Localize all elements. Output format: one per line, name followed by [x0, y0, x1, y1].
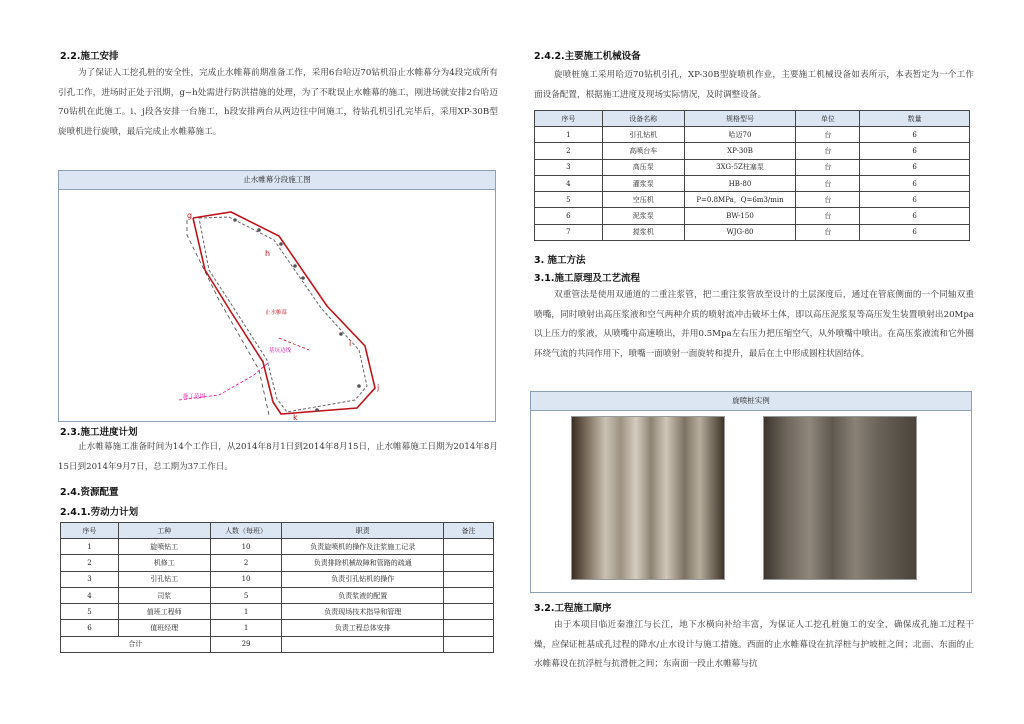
col-header: 设备名称	[602, 111, 684, 127]
table-row	[61, 604, 494, 620]
cell: WJG-80	[684, 224, 796, 240]
section-title-2-4: 2.4.资源配置	[60, 487, 119, 498]
cell: 2	[61, 555, 119, 571]
table-row	[61, 571, 494, 587]
cell: 空压机	[602, 192, 684, 208]
cell: 泥浆泵	[602, 208, 684, 224]
col-header: 职责	[282, 523, 444, 539]
cell	[444, 636, 494, 652]
cell: HB-80	[684, 175, 796, 191]
table-row	[535, 175, 970, 191]
cell: 1	[210, 604, 282, 620]
cell: 哈迈70	[684, 127, 796, 143]
cell: 3XG-5Z柱塞泵	[684, 159, 796, 175]
cell: 负责引孔钻机的操作	[282, 571, 444, 587]
section-text-2-4-2: 旋喷桩施工采用哈迈70钻机引孔，XP-30B型旋喷机作业，主要施工机械设备如表所示，本表暂定为一个工作面设备配置，根据施工进度及现场实际情况，及时调整设备。	[534, 70, 974, 100]
label-pit-edge: 基坑边线	[269, 348, 292, 354]
cell: 司浆	[118, 587, 210, 603]
label-j: j	[377, 383, 380, 392]
table-row	[61, 587, 494, 603]
cell: 3	[535, 159, 603, 175]
figure-caption: 止水帷幕分段施工图	[59, 171, 495, 190]
cell: 2	[535, 143, 603, 159]
cell: 台	[796, 159, 860, 175]
cell: 台	[796, 175, 860, 191]
table-row	[61, 539, 494, 555]
cell: 灌浆泵	[602, 175, 684, 191]
figure-caption: 旋喷桩实例	[531, 392, 971, 411]
total-value: 29	[210, 636, 282, 652]
cell: 6	[61, 620, 119, 636]
col-header: 序号	[535, 111, 603, 127]
cell: 3	[61, 571, 119, 587]
cell: 6	[860, 127, 970, 143]
total-label: 合计	[61, 636, 211, 652]
cell: 值班工程师	[118, 604, 210, 620]
label-curtain: 止水帷幕	[265, 310, 288, 316]
cell: 台	[796, 143, 860, 159]
figure-curtain-layout	[58, 170, 496, 422]
table-total-row	[61, 636, 494, 652]
section-title-3-1: 3.1.施工原理及工艺流程	[534, 273, 640, 284]
cell: 6	[535, 208, 603, 224]
cell: 旋喷钻工	[118, 539, 210, 555]
cell: 台	[796, 208, 860, 224]
section-title-2-3: 2.3.施工进度计划	[60, 427, 138, 438]
col-header: 备注	[444, 523, 494, 539]
cell: 台	[796, 224, 860, 240]
label-g: g	[187, 211, 193, 220]
label-i: i	[349, 339, 352, 348]
cell: 4	[535, 175, 603, 191]
cell: 10	[210, 539, 282, 555]
cell: 6	[860, 224, 970, 240]
site-plan-drawing	[59, 190, 495, 421]
cell: 5	[210, 587, 282, 603]
cell: 负责现场技术指导和管理	[282, 604, 444, 620]
cell: 10	[210, 571, 282, 587]
cell	[444, 571, 494, 587]
cell: 机修工	[118, 555, 210, 571]
section-title-2-4-1: 2.4.1.劳动力计划	[60, 507, 139, 518]
label-k: k	[293, 413, 298, 421]
table-row	[535, 208, 970, 224]
cell: BW-150	[684, 208, 796, 224]
section-text-2-2: 为了保证人工挖孔桩的安全性，完成止水帷幕前期准备工作，采用6台哈迈70钻机沿止水帷幕分为4段完成所有引孔工作，进场时正处于汛期，g~h处需进行防洪措施的处理，为了不耽误止水帷幕的施工，刚进场就安排2台哈迈70钻机在此施工。i、j段各安排一台施工，h段安排两台从两边往中间施工，待钻孔机引孔完毕后，采用XP-30B型旋喷机进行旋喷，最后完成止水帷幕施工。	[58, 68, 498, 137]
cell: 6	[860, 192, 970, 208]
cell: 搅浆机	[602, 224, 684, 240]
col-header: 人数（每班）	[210, 523, 282, 539]
figure-jet-grout-piles	[530, 391, 972, 593]
cell: 负责浆液的配置	[282, 587, 444, 603]
equipment-table	[534, 110, 970, 241]
table-header	[61, 523, 494, 539]
section-title-3-2: 3.2.工程施工顺序	[534, 603, 612, 614]
cell: 高喷台车	[602, 143, 684, 159]
table-row	[535, 143, 970, 159]
cell	[444, 555, 494, 571]
cell: 引孔钻工	[118, 571, 210, 587]
table-row	[61, 620, 494, 636]
cell	[444, 620, 494, 636]
cell: 6	[860, 143, 970, 159]
photo-left	[571, 416, 725, 580]
cell: 6	[860, 208, 970, 224]
section-title-3: 3. 施工方法	[534, 255, 586, 266]
cell: 4	[61, 587, 119, 603]
cell	[444, 539, 494, 555]
photo-right	[763, 416, 917, 580]
cell: 引孔钻机	[602, 127, 684, 143]
cell: 台	[796, 192, 860, 208]
cell: 负责工程总体安排	[282, 620, 444, 636]
col-header: 数量	[860, 111, 970, 127]
cell: 高压泵	[602, 159, 684, 175]
cell: 负责旋喷机的操作及注浆施工记录	[282, 539, 444, 555]
table-header	[535, 111, 970, 127]
cell: 6	[860, 159, 970, 175]
section-text-3-1: 双重管法是使用双通道的二重注浆管，把二重注浆管放至设计的土层深度后，通过在管底侧面的一个同轴双重喷嘴，同时喷射出高压浆液和空气两种介质的喷射流冲击破坏土体，即以高压泥浆泵等高压发生装置喷射出20Mpa以上压力的浆液，从喷嘴中高速喷出，并用0.5Mpa左右压力把压缩空气，从外喷嘴中喷出。在高压浆液流和它外圈环绕气流的共同作用下，喷嘴一面喷射一面旋转和提升，最后在土中形成圆柱状固结体。	[534, 290, 974, 359]
table-row	[61, 555, 494, 571]
cell: XP-30B	[684, 143, 796, 159]
cell: 7	[535, 224, 603, 240]
col-header: 单位	[796, 111, 860, 127]
label-range: 施工范围	[183, 394, 206, 400]
cell: 值班经理	[118, 620, 210, 636]
cell: 2	[210, 555, 282, 571]
col-header: 序号	[61, 523, 119, 539]
section-title-2-2: 2.2.施工安排	[60, 51, 119, 62]
cell: 1	[535, 127, 603, 143]
cell	[444, 587, 494, 603]
labor-plan-table	[60, 522, 494, 653]
cell	[282, 636, 444, 652]
section-title-2-4-2: 2.4.2.主要施工机械设备	[534, 51, 641, 62]
cell: 1	[61, 539, 119, 555]
section-text-2-3: 止水帷幕施工准备时间为14个工作日，从2014年8月1日到2014年8月15日，止水帷幕施工日期为2014年8月15日到2014年9月7日，总工期为37工作日。	[58, 442, 498, 472]
table-row	[535, 127, 970, 143]
cell: 5	[535, 192, 603, 208]
cell: 台	[796, 127, 860, 143]
section-text-3-2: 由于本项目临近秦淮江与长江，地下水横向补给丰富，为保证人工挖孔桩施工的安全，确保成孔施工过程干燥，应保证桩基成孔过程的降水/止水设计与施工措施。西面的止水帷幕设在抗浮桩与护坡桩之间；北面、东面的止水帷幕设在抗浮桩与抗滑桩之间；东南面一段止水帷幕与抗	[534, 620, 974, 669]
table-row	[535, 192, 970, 208]
cell: 负责排除机械故障和管路的疏通	[282, 555, 444, 571]
cell: 1	[210, 620, 282, 636]
cell	[444, 604, 494, 620]
label-h: h	[265, 249, 271, 258]
cell: P=0.8MPa，Q=6m3/min	[684, 192, 796, 208]
col-header: 规格型号	[684, 111, 796, 127]
cell: 6	[860, 175, 970, 191]
col-header: 工种	[118, 523, 210, 539]
table-row	[535, 224, 970, 240]
cell: 5	[61, 604, 119, 620]
table-row	[535, 159, 970, 175]
